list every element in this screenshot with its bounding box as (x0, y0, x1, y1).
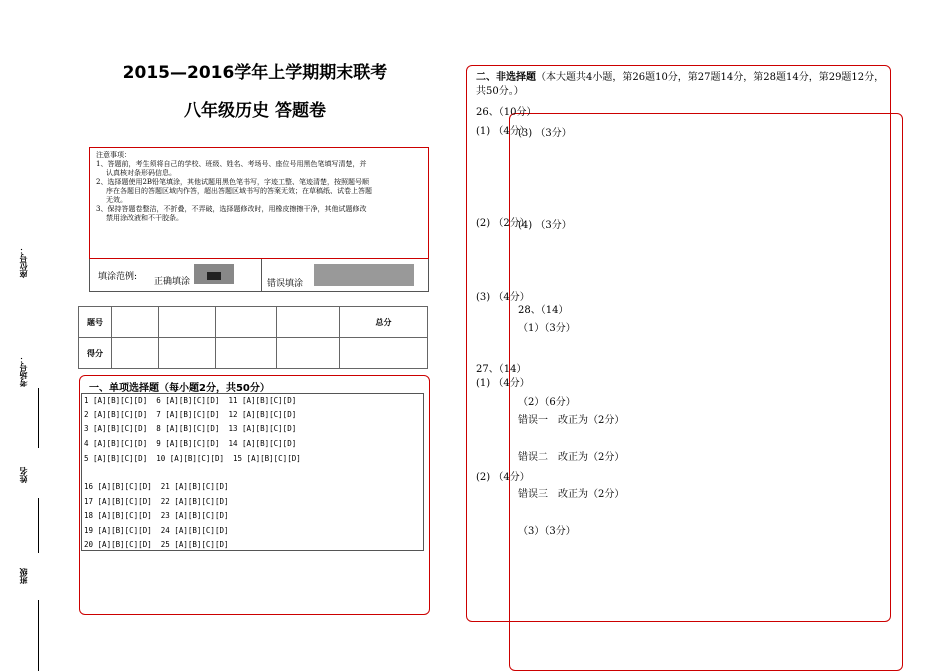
mc-answer-row[interactable]: 3 [A][B][C][D] 8 [A][B][C][D] 13 [A][B][C][D] (84, 424, 297, 433)
mc-answer-row[interactable]: 18 [A][B][C][D] 23 [A][B][C][D] (84, 511, 229, 520)
non-mc-heading-title: 二、非选择题 (476, 72, 536, 83)
non-mc-heading-note: （本大题共4小题，第26题10分，第27题14分，第28题14分，第29题12分，共50分。） (476, 72, 885, 97)
score-cell[interactable] (159, 338, 216, 369)
score-row-label: 得分 (79, 338, 112, 369)
non-mc-heading (476, 71, 886, 99)
total-score-cell[interactable] (340, 338, 428, 369)
mc-section-heading: 一、单项选择题（每小题2分，共50分） (89, 383, 270, 394)
class-field-line[interactable] (38, 600, 39, 671)
score-cell[interactable] (277, 307, 340, 338)
notice-box (89, 147, 429, 259)
score-cell[interactable] (277, 338, 340, 369)
wrong-fill-sample (314, 264, 414, 286)
name-field-line[interactable] (38, 498, 39, 553)
score-table (78, 306, 428, 369)
notice-item: 序在各题目的答题区域内作答，超出答题区域书写的答案无效；在草稿纸、试卷上答题 (106, 187, 372, 195)
total-score-header: 总分 (340, 307, 428, 338)
q28-3-label: （3）（3分） (518, 526, 576, 537)
q27-label: 27、（14） (476, 364, 527, 375)
score-cell[interactable] (216, 307, 277, 338)
q27-2-label: (2) （4分） (476, 472, 530, 483)
score-cell[interactable] (112, 338, 159, 369)
score-cell[interactable] (216, 338, 277, 369)
correct-fill-label: 正确填涂 (154, 277, 191, 287)
wrong-fill-label: 错误填涂 (267, 279, 304, 289)
correct-fill-sample (194, 264, 234, 284)
mc-answer-row[interactable]: 4 [A][B][C][D] 9 [A][B][C][D] 14 [A][B][C][D] (84, 439, 297, 448)
score-table-header: 题号 (79, 307, 112, 338)
class-label: 班级 (19, 568, 28, 584)
q26-1-label: (1) （4分） (476, 126, 530, 137)
error-1-label: 错误一 改正为（2分） (518, 415, 625, 426)
q27-1-label: (1) （4分） (476, 378, 530, 389)
mc-answer-row[interactable]: 19 [A][B][C][D] 24 [A][B][C][D] (84, 526, 229, 535)
q28-answer-box (509, 113, 903, 671)
q-part-4-label: (4) （3分） (518, 220, 572, 231)
exam-room-label: 考场号： (19, 355, 28, 387)
notice-item: 禁用涂改液和不干胶条。 (106, 214, 183, 222)
notice-item: 1、答题前，考生须将自己的学校、班级、姓名、考场号、座位号用黑色笔填写清楚，并 (96, 160, 367, 168)
mc-answer-row[interactable]: 2 [A][B][C][D] 7 [A][B][C][D] 12 [A][B][C][D] (84, 410, 297, 419)
q28-2-label: （2）（6分） (518, 397, 576, 408)
room-field-line[interactable] (38, 388, 39, 448)
q26-3-label: (3) （4分） (476, 292, 530, 303)
q26-2-label: (2) （2分） (476, 218, 530, 229)
q28-label: 28、（14） (518, 305, 569, 316)
name-label: 姓名 (19, 467, 28, 483)
notice-item: 2、选择题使用2B铅笔填涂，其他试题用黑色笔书写，字迹工整、笔迹清楚，按照题号顺 (96, 178, 370, 186)
notice-item: 认真核对条形码信息。 (106, 169, 176, 177)
q28-1-label: （1）（3分） (518, 323, 576, 334)
notice-item: 无效。 (106, 196, 127, 204)
exam-subtitle: 八年级历史 答题卷 (184, 101, 326, 121)
mc-answer-row[interactable]: 1 [A][B][C][D] 6 [A][B][C][D] 11 [A][B][C][D] (84, 396, 297, 405)
score-cell[interactable] (112, 307, 159, 338)
mc-answer-row[interactable]: 20 [A][B][C][D] 25 [A][B][C][D] (84, 540, 229, 549)
exam-title: 2015—2016学年上学期期末联考 (122, 63, 388, 83)
mc-answer-row[interactable]: 17 [A][B][C][D] 22 [A][B][C][D] (84, 497, 229, 506)
seat-number-label: 座位号： (19, 246, 28, 278)
q-part-3-label: (3) （3分） (518, 128, 572, 139)
fill-example-label: 填涂范例: (98, 272, 138, 282)
fill-example-row (89, 259, 429, 292)
error-3-label: 错误三 改正为（2分） (518, 489, 625, 500)
mc-answer-row[interactable]: 16 [A][B][C][D] 21 [A][B][C][D] (84, 482, 229, 491)
q26-label: 26、（10分） (476, 107, 537, 118)
notice-heading: 注意事项： (96, 151, 131, 159)
mc-answer-row[interactable]: 5 [A][B][C][D] 10 [A][B][C][D] 15 [A][B][C][D] (84, 454, 301, 463)
notice-item: 3、保持答题卷整洁，不折叠，不弄破，选择题修改时，用橡皮擦擦干净，其他试题修改 (96, 205, 367, 213)
score-cell[interactable] (159, 307, 216, 338)
error-2-label: 错误二 改正为（2分） (518, 452, 625, 463)
